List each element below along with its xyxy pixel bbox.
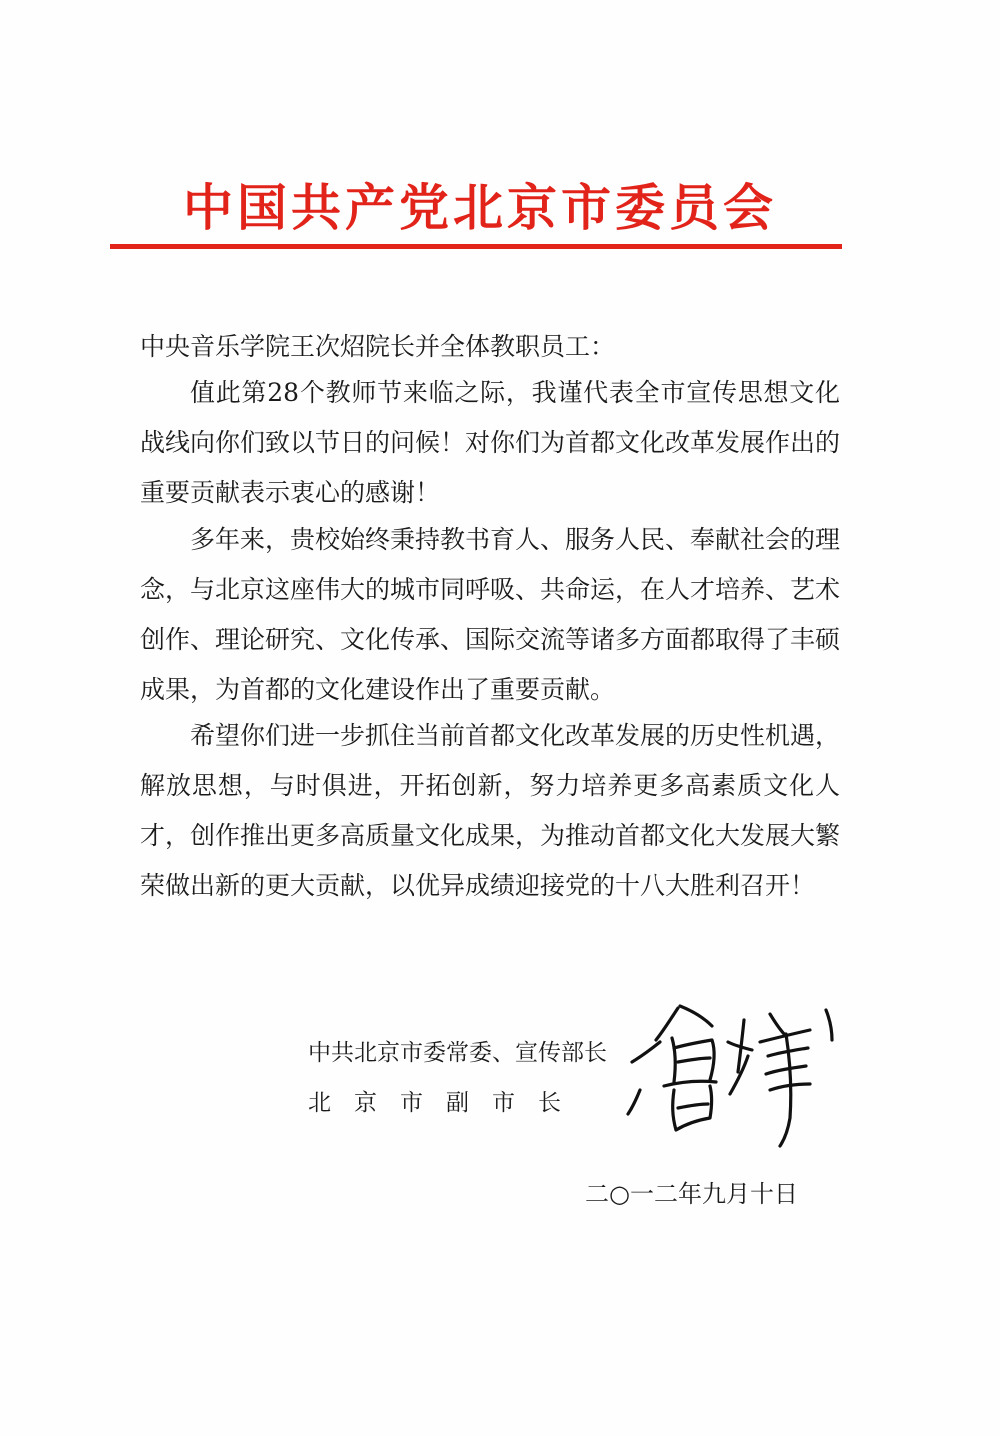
paragraph-1: 值此第28个教师节来临之际，我谨代表全市宣传思想文化战线向你们致以节日的问候！对你们为首都文化改革发展作出的重要贡献表示衷心的感谢！ <box>140 378 841 507</box>
letterhead-rule <box>110 244 842 249</box>
handwritten-signature-icon <box>620 990 850 1150</box>
signatory-title-line-2: 北京市副市长 <box>308 1090 584 1116</box>
salutation: 中央音乐学院王次炤院长并全体教职员工： <box>140 332 616 361</box>
paragraph-2: 多年来，贵校始终秉持教书育人、服务人民、奉献社会的理念，与北京这座伟大的城市同呼吸、共命运，在人才培养、艺术创作、理论研究、文化传承、国际交流等诸多方面都取得了丰硕成果，为首都的文化建设作出了重要贡献。 <box>140 525 841 704</box>
signatory-title-line-1: 中共北京市委常委、宣传部长 <box>308 1040 607 1066</box>
paragraph-3: 希望你们进一步抓住当前首都文化改革发展的历史性机遇，解放思想，与时俱进，开拓创新，努力培养更多高素质文化人才，创作推出更多高质量文化成果，为推动首都文化大发展大繁荣做出新的更大贡献，以优异成绩迎接党的十八大胜利召开！ <box>140 721 841 900</box>
signatory-titles <box>308 1028 607 1128</box>
letter-date: 二○一二年九月十日 <box>585 1180 798 1208</box>
letterhead-title: 中国共产党北京市委员会 <box>183 179 777 237</box>
